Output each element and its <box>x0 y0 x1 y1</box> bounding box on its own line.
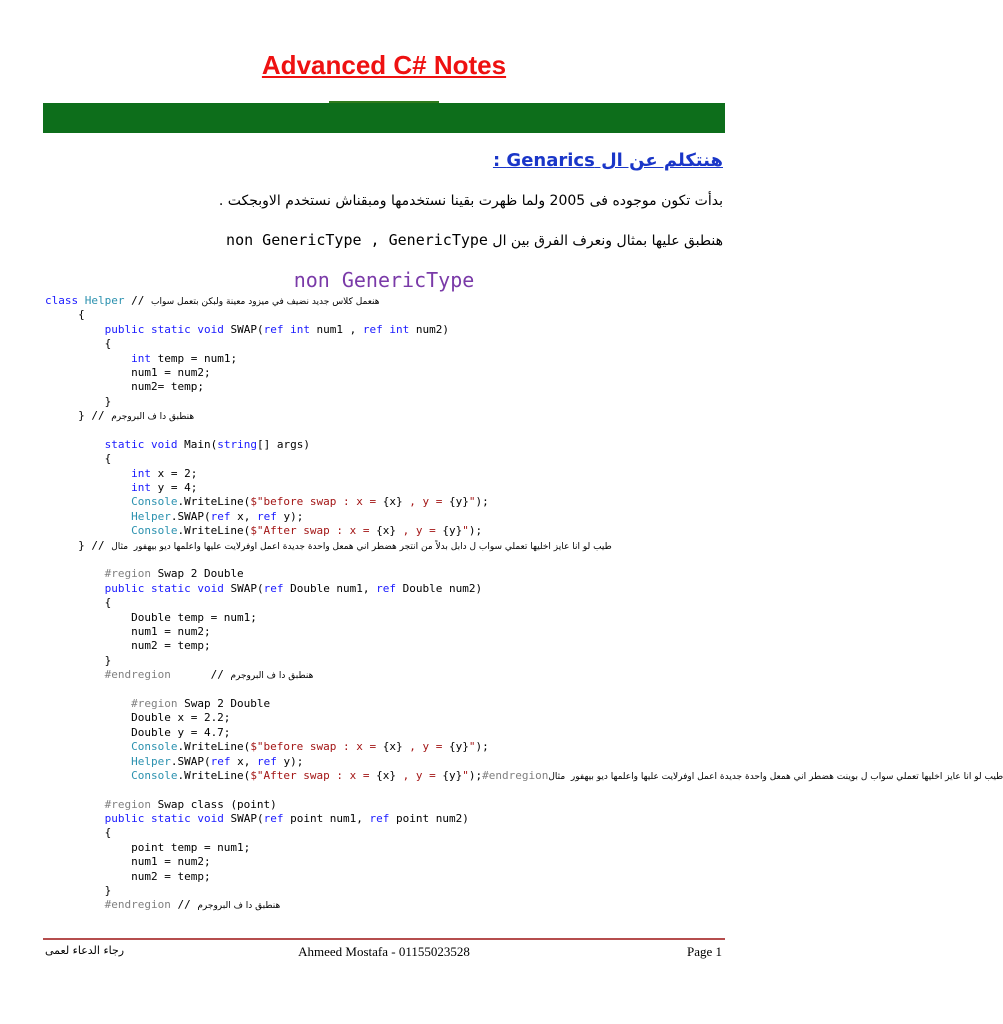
code-line: { <box>45 337 112 351</box>
page-number: Page 1 <box>686 944 722 959</box>
code-line: num2= temp; <box>45 380 204 394</box>
code-line: } // طيب لو انا عايز اخليها تعملي سواب ل دابل بدلاً من انتجر هضطر اني همعل واحدة جديدة اعمل اوفرلايت عليها واعلمها ديو بيهفور مثال <box>45 538 612 552</box>
intro-line-2-text: هنطبق عليها بمثال ونعرف الفرق بين ال <box>492 233 723 249</box>
code-line: Helper.SWAP(ref x, ref y); <box>131 754 304 768</box>
code-block <box>45 294 1003 913</box>
code-line: Console.WriteLine($"After swap : x = {x} , y = {y}");#endregionطيب لو انا عايز اخليها تعملي سواب ل بوينت هضطر اني همعل واحدة جديدة اعمل اوفرلايت عليها واعلمها ديو بيهفور مثال <box>131 768 1003 782</box>
code-line-blank <box>45 424 735 438</box>
code-line: Double x = 2.2; <box>45 711 231 725</box>
code-line: point temp = num1; <box>45 840 251 854</box>
intro-line-1: بدأت تكون موجوده فى 2005 ولما ظهرت بقينا نستخدمها ومبقناش نستخدم الاوبجكت . <box>218 193 723 209</box>
code-line: } <box>45 884 112 898</box>
code-line: Helper.SWAP(ref x, ref y); <box>131 509 304 523</box>
footer-author: Ahmeed Mostafa - 01155023528 <box>298 944 470 959</box>
section-title: non GenericType <box>293 268 475 292</box>
code-line: num2 = temp; <box>45 639 211 653</box>
code-line-blank <box>45 683 735 697</box>
code-line: } <box>45 394 112 408</box>
intro-line-2-code: non GenericType , GenericType <box>226 231 488 249</box>
code-line: public static void SWAP(ref point num1, ref point num2) <box>104 812 469 826</box>
code-line: } <box>45 653 112 667</box>
code-line: Double y = 4.7; <box>45 725 231 739</box>
code-line: } // هنطبق دا ف البروجرم <box>45 409 195 423</box>
code-line: Console.WriteLine($"before swap : x = {x} , y = {y}"); <box>131 740 489 754</box>
code-line-blank <box>45 783 735 797</box>
code-line: class Helper // هنعمل كلاس جديد نضيف في ميزود معينة ولبكن بتعمل سواب <box>45 294 380 307</box>
code-line: { <box>45 452 112 466</box>
code-line: public static void SWAP(ref int num1 , ref int num2) <box>104 322 450 336</box>
code-line: #region Swap 2 Double <box>131 696 271 710</box>
code-line-blank <box>45 553 735 567</box>
code-line: #endregion // هنطبق دا ف البروجرم <box>104 898 281 912</box>
code-line: { <box>45 308 85 322</box>
code-line: #endregion // هنطبق دا ف البروجرم <box>104 668 314 682</box>
footer-divider <box>43 938 725 940</box>
document-title: Advanced C# Notes <box>261 50 507 80</box>
code-line: num1 = num2; <box>45 365 211 379</box>
code-line: num2 = temp; <box>45 869 211 883</box>
code-line: static void Main(string[] args) <box>104 437 310 451</box>
code-line: int temp = num1; <box>131 351 238 365</box>
code-line: #region Swap class (point) <box>104 797 277 811</box>
code-line: Console.WriteLine($"before swap : x = {x} , y = {y}"); <box>131 495 489 509</box>
code-line: num1 = num2; <box>45 855 211 869</box>
code-line: Double temp = num1; <box>45 610 257 624</box>
code-line: int x = 2; <box>131 466 198 480</box>
code-line: { <box>45 596 112 610</box>
code-line: Console.WriteLine($"After swap : x = {x} , y = {y}"); <box>131 524 483 538</box>
header-green-bar <box>43 103 725 133</box>
code-line: public static void SWAP(ref Double num1, ref Double num2) <box>104 581 483 595</box>
code-line: #region Swap 2 Double <box>104 567 244 581</box>
intro-line-2 <box>226 231 723 249</box>
code-line: int y = 4; <box>131 481 198 495</box>
footer-dedication: رجاء الدعاء لعمى <box>45 944 125 957</box>
generics-heading: هنتكلم عن ال Genarics : <box>492 150 723 171</box>
code-line: { <box>45 826 112 840</box>
code-line: num1 = num2; <box>45 624 211 638</box>
